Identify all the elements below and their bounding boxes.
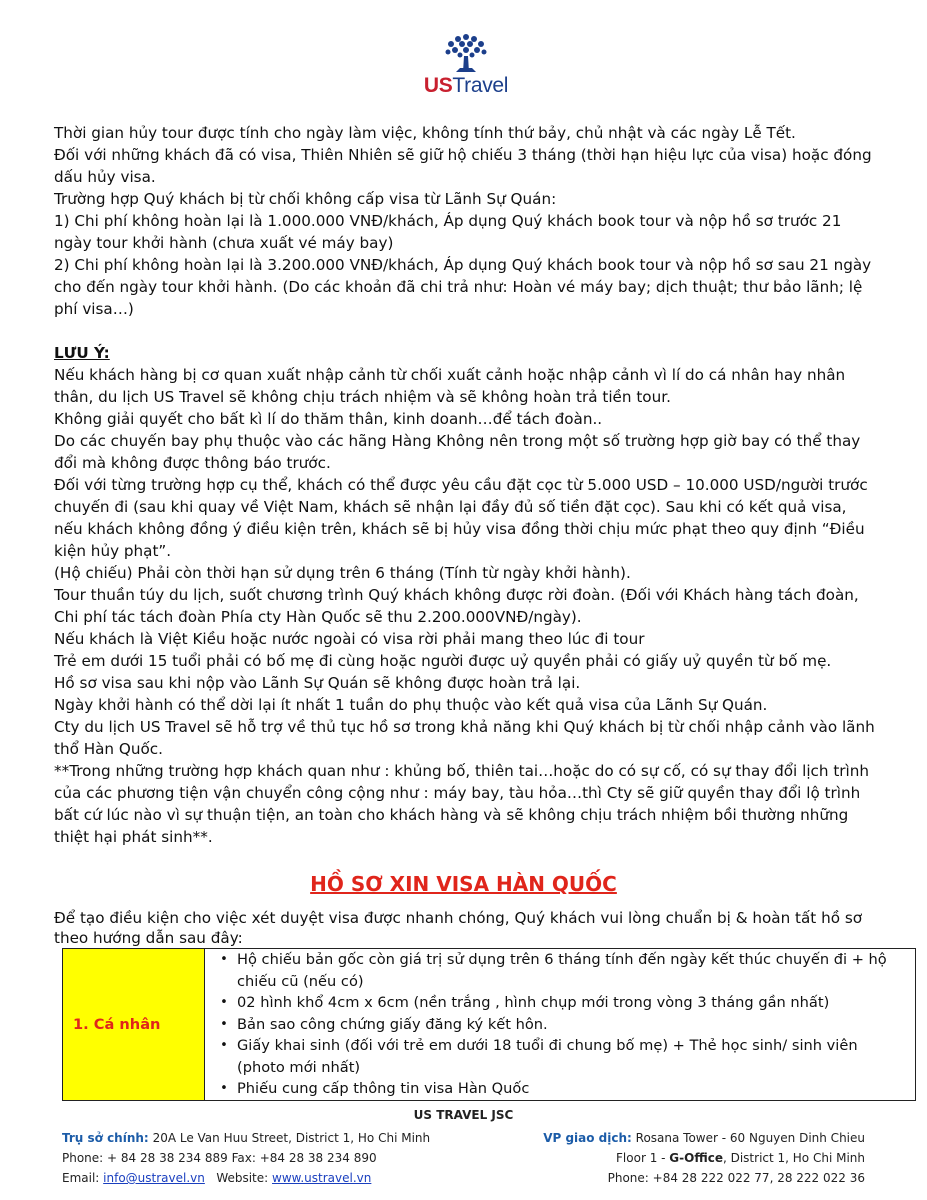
company-name: US TRAVEL JSC bbox=[413, 1108, 514, 1122]
bullet: • bbox=[220, 1081, 228, 1096]
office-line bbox=[543, 1128, 865, 1148]
branch-office-info bbox=[543, 1128, 865, 1188]
floor-prefix: Floor 1 - bbox=[616, 1151, 670, 1165]
website-link[interactable]: www.ustravel.vn bbox=[272, 1171, 372, 1185]
note-item: Cty du lịch US Travel sẽ hỗ trợ về thủ tục hồ sơ trong khả năng khi Quý khách bị từ chối nhập cảnh vào lãnh thổ Hàn Quốc. bbox=[54, 718, 875, 758]
email-label: Email: bbox=[62, 1171, 104, 1185]
head-office-info bbox=[62, 1128, 430, 1188]
note-item: Hồ sơ visa sau khi nộp vào Lãnh Sự Quán sẽ không được hoàn trả lại. bbox=[54, 674, 581, 692]
office-floor-line bbox=[543, 1148, 865, 1168]
website-label: Website: bbox=[216, 1171, 273, 1185]
bullet: • bbox=[220, 995, 228, 1010]
note-item: Do các chuyến bay phụ thuộc vào các hãng Hàng Không nên trong một số trường hợp giờ bay có thể thay đổi mà không được thông báo trước. bbox=[54, 432, 861, 472]
requirement-text: Bản sao công chứng giấy đăng ký kết hôn. bbox=[237, 1015, 548, 1033]
terms-content bbox=[54, 122, 876, 848]
office-phone: Phone: +84 28 222 022 77, 28 222 022 36 bbox=[607, 1171, 865, 1185]
table-row bbox=[63, 949, 916, 1101]
requirements-cell bbox=[205, 949, 916, 1101]
brand-us: US bbox=[423, 74, 453, 97]
bullet: • bbox=[220, 952, 228, 967]
office-label: VP giao dịch: bbox=[543, 1131, 632, 1145]
floor-office: G-Office bbox=[669, 1151, 723, 1165]
paragraph: Trường hợp Quý khách bị từ chối không cấp visa từ Lãnh Sự Quán: bbox=[54, 190, 557, 208]
head-office-line bbox=[62, 1128, 430, 1148]
category-cell: 1. Cá nhân bbox=[63, 949, 205, 1101]
list-item bbox=[211, 1078, 909, 1100]
requirement-text: Phiếu cung cấp thông tin visa Hàn Quốc bbox=[237, 1080, 530, 1097]
paragraph: Đối với những khách đã có visa, Thiên Nhiên sẽ giữ hộ chiếu 3 tháng (thời hạn hiệu lực của visa) hoặc đóng dấu hủy visa. bbox=[54, 146, 872, 186]
hq-label: Trụ sở chính: bbox=[62, 1131, 149, 1145]
us-travel-logo bbox=[416, 32, 516, 100]
note-item: Ngày khởi hành có thể dời lại ít nhất 1 tuần do phụ thuộc vào kết quả visa của Lãnh Sự Quán. bbox=[54, 696, 768, 714]
note-heading: LƯU Ý: bbox=[54, 344, 110, 362]
email-link[interactable]: info@ustravel.vn bbox=[103, 1171, 205, 1185]
hq-address: 20A Le Van Huu Street, District 1, Ho Chi Minh bbox=[152, 1131, 431, 1145]
bullet: • bbox=[220, 1038, 228, 1053]
requirement-text: 02 hình khổ 4cm x 6cm (nền trắng , hình chụp mới trong vòng 3 tháng gần nhất) bbox=[237, 994, 830, 1011]
contact-line bbox=[62, 1168, 430, 1188]
office-address: Rosana Tower - 60 Nguyen Dinh Chieu bbox=[635, 1131, 865, 1145]
requirement-text: Giấy khai sinh (đối với trẻ em dưới 18 tuổi đi chung bố mẹ) + Thẻ học sinh/ sinh viên (photo mới nhất) bbox=[237, 1037, 858, 1076]
tree-icon bbox=[442, 32, 490, 74]
list-item bbox=[211, 992, 909, 1014]
list-item bbox=[211, 1035, 909, 1078]
requirement-text: Hộ chiếu bản gốc còn giá trị sử dụng trên 6 tháng tính đến ngày kết thúc chuyến đi + hộ chiếu cũ (nếu có) bbox=[237, 951, 887, 990]
paragraph: 1) Chi phí không hoàn lại là 1.000.000 VNĐ/khách, Áp dụng Quý khách book tour và nộp hồ sơ trước 21 ngày tour khởi hành (chưa xuất vé máy bay) bbox=[54, 212, 842, 252]
brand-travel: Travel bbox=[452, 74, 509, 97]
note-item: Đối với từng trường hợp cụ thể, khách có thể được yêu cầu đặt cọc từ 5.000 USD – 10.000 USD/người trước chuyến đi (sau khi quay về Việt Nam, khách sẽ nhận lại đầy đủ số tiền đặt cọc). Sau khi có kết quả visa, nếu khách không đồng ý điều kiện trên, khách sẽ bị hủy visa đồng thời chịu mức phạt theo quy định “Điều kiện hủy phạt”. bbox=[54, 476, 868, 560]
note-item: Không giải quyết cho bất kì lí do thăm thân, kinh doanh…để tách đoàn.. bbox=[54, 410, 603, 428]
brand-name bbox=[416, 74, 516, 98]
visa-requirements-table bbox=[62, 948, 916, 1101]
floor-suffix: , District 1, Ho Chi Minh bbox=[722, 1151, 865, 1165]
note-item: Tour thuần túy du lịch, suốt chương trình Quý khách không được rời đoàn. (Đối với Khách hàng tách đoàn, Chi phí tác tách đoàn Phía cty Hàn Quốc sẽ thu 2.200.000VNĐ/ngày). bbox=[54, 586, 859, 626]
paragraph: 2) Chi phí không hoàn lại là 3.200.000 VNĐ/khách, Áp dụng Quý khách book tour và nộp hồ sơ sau 21 ngày cho đến ngày tour khởi hành. (Do các khoản đã chi trả như: Hoàn vé máy bay; dịch thuật; thư bảo lãnh; lệ phí visa…) bbox=[54, 256, 872, 318]
intro-text: Để tạo điều kiện cho việc xét duyệt visa được nhanh chóng, Quý khách vui lòng chuẩn bị & hoàn tất hồ sơ theo hướng dẫn sau đây: bbox=[54, 909, 863, 947]
note-item: Nếu khách là Việt Kiều hoặc nước ngoài có visa rời phải mang theo lúc đi tour bbox=[54, 630, 645, 648]
paragraph: Thời gian hủy tour được tính cho ngày làm việc, không tính thứ bảy, chủ nhật và các ngày Lễ Tết. bbox=[54, 124, 796, 142]
phone-line: Phone: + 84 28 38 234 889 Fax: +84 28 38 234 890 bbox=[62, 1151, 377, 1165]
note-item: (Hộ chiếu) Phải còn thời hạn sử dụng trên 6 tháng (Tính từ ngày khởi hành). bbox=[54, 564, 631, 582]
note-item: Trẻ em dưới 15 tuổi phải có bố mẹ đi cùng hoặc người được uỷ quyền phải có giấy uỷ quyền từ bố mẹ. bbox=[54, 652, 832, 670]
bullet: • bbox=[220, 1016, 228, 1032]
list-item bbox=[211, 1014, 909, 1036]
note-item: **Trong những trường hợp khách quan như : khủng bố, thiên tai…hoặc do có sự cố, có sự thay đổi lịch trình của các phương tiện vận chuyển công cộng như : máy bay, tàu hỏa…thì Cty sẽ giữ quyền thay đổi lộ trình bất cứ lúc nào vì sự thuận tiện, an toàn cho khách hàng và sẽ không chịu trách nhiệm bồi thường những thiệt hại phát sinh**. bbox=[54, 762, 870, 846]
section-title: HỒ SƠ XIN VISA HÀN QUỐC bbox=[310, 872, 617, 896]
note-item: Nếu khách hàng bị cơ quan xuất nhập cảnh từ chối xuất cảnh hoặc nhập cảnh vì lí do cá nhân hay nhân thân, du lịch US Travel sẽ không chịu trách nhiệm và sẽ không hoàn trả tiền tour. bbox=[54, 366, 846, 406]
list-item bbox=[211, 949, 909, 992]
